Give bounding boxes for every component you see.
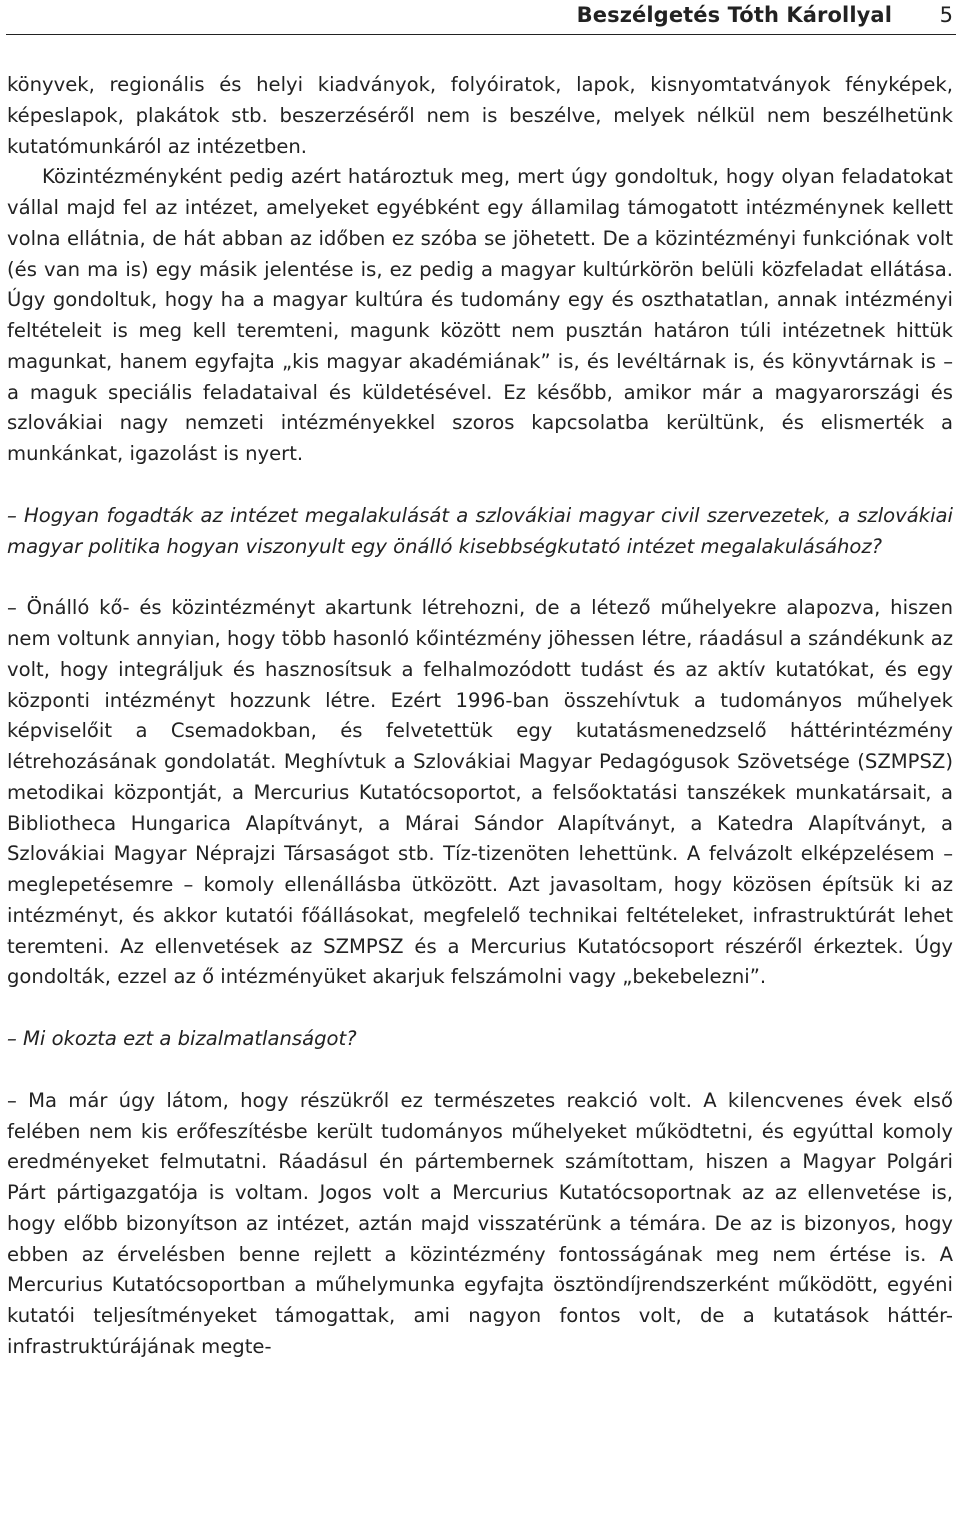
spacer: [7, 562, 953, 593]
paragraph: Közintézményként pedig azért határoztuk meg, mert úgy gondoltuk, hogy olyan feladatokat vállal majd fel az intézet, amelyeket egyébként egy államilag támogatott intézménynek kellett volna ellátnia, de hát abban az időben ez szóba se jöhetett. De a közintézményi funkciónak volt (és van ma is) egy másik jelentése is, ez pedig a magyar kultúrkörön belüli közfeladat ellátása. Úgy gondoltuk, hogy ha a magyar kultúra és tudomány egy és oszthatatlan, annak intézményi feltételeit is meg kell teremteni, magunk között nem pusztán határon túli intézetnek hittük magunkat, hanem egyfajta „kis magyar akadémiának” is, és levéltárnak is, és könyvtárnak is – a maguk speciális feladataival és küldetésével. Ez később, amikor már a magyarországi és szlovákiai nagy nemzeti intézményekkel szoros kapcsolatba kerültünk, és elismerték a munkánkat, igazolást is nyert.: [7, 165, 953, 465]
spacer: [7, 993, 953, 1024]
spacer: [7, 470, 953, 501]
interview-answer: – Önálló kő- és közintézményt akartunk létrehozni, de a létező műhelyekre alapozva, hiszen nem voltunk annyian, hogy több hasonló kőintézmény jöhessen létre, ráadásul a szándékunk az volt, hogy integráljuk és hasznosítsuk a felhalmozódott tudást és az aktív kutatókat, és egy központi intézményt hozzunk létre. Ezért 1996-ban összehívtuk a tudományos műhelyek képviselőit a Csemadokban, és felvetettük egy kutatásmenedzselő háttérintézmény létrehozásának gondolatát. Meghívtuk a Szlovákiai Magyar Pedagógusok Szövetsége (SZMPSZ) metodikai központját, a Mercurius Kutatócsoportot, a felsőoktatási tanszékek munkatársait, a Bibliotheca Hungarica Alapítványt, a Márai Sándor Alapítványt, a Katedra Alapítványt, a Szlovákiai Magyar Néprajzi Társaságot stb. Tíz-tizenöten lehettünk. A felvázolt elképzelésem – meglepetésemre – komoly ellenállásba ütközött. Azt javasoltam, hogy közösen építsük ki az intézményt, és akkor kutatói főállásokat, megfelelő technikai feltételeket, infrastruktúrát lehet teremteni. Az ellenvetések az SZMPSZ és a Mercurius Kutatócsoport részéről érkeztek. Úgy gondolták, ezzel az ő intézményüket akarjuk felszámolni vagy „bekebelezni”.: [7, 596, 953, 989]
interview-answer: – Ma már úgy látom, hogy részükről ez természetes reakció volt. A kilencvenes évek első felében nem kis erőfeszítésbe került tudományos műhelyeket működtetni, és egyúttal komoly eredményeket felmutatni. Ráadásul én pártembernek számítottam, hiszen a Magyar Polgári Párt pártigazgatója is voltam. Jogos volt a Mercurius Kutatócsoportnak az az ellenvetése is, hogy előbb bizonyítson az intézet, aztán majd visszatérünk a témára. De az is bizonyos, hogy ebben az érvelésben benne rejlett a közintézmény fontosságának meg nem értése is. A Mercurius Kutatócsoportban a műhelymunka egyfajta ösztöndíjrendszerként működött, egyéni kutatói teljesítményeket támogattak, ami nagyon fontos volt, de a kutatások háttér-infrastruktúrájának megte-: [7, 1088, 953, 1358]
article-body: [7, 70, 953, 1363]
interview-question: – Hogyan fogadták az intézet megalakulását a szlovákiai magyar civil szervezetek, a szlovákiai magyar politika hogyan viszonyult egy önálló kisebbségkutató intézet megalakulásához?: [7, 503, 953, 558]
interview-question: – Mi okozta ezt a bizalmatlanságot?: [7, 1027, 357, 1050]
header-rule: [6, 34, 956, 35]
running-header: [0, 0, 960, 34]
running-title: Beszélgetés Tóth Károllyal: [576, 3, 892, 27]
paragraph: könyvek, regionális és helyi kiadványok, folyóiratok, lapok, kisnyomtatványok fényképek, képeslapok, plakátok stb. beszerzéséről nem is beszélve, melyek nélkül nem beszélhetünk kutatómunkáról az intézetben.: [7, 73, 953, 158]
page-number: 5: [939, 3, 953, 27]
spacer: [7, 1055, 953, 1086]
